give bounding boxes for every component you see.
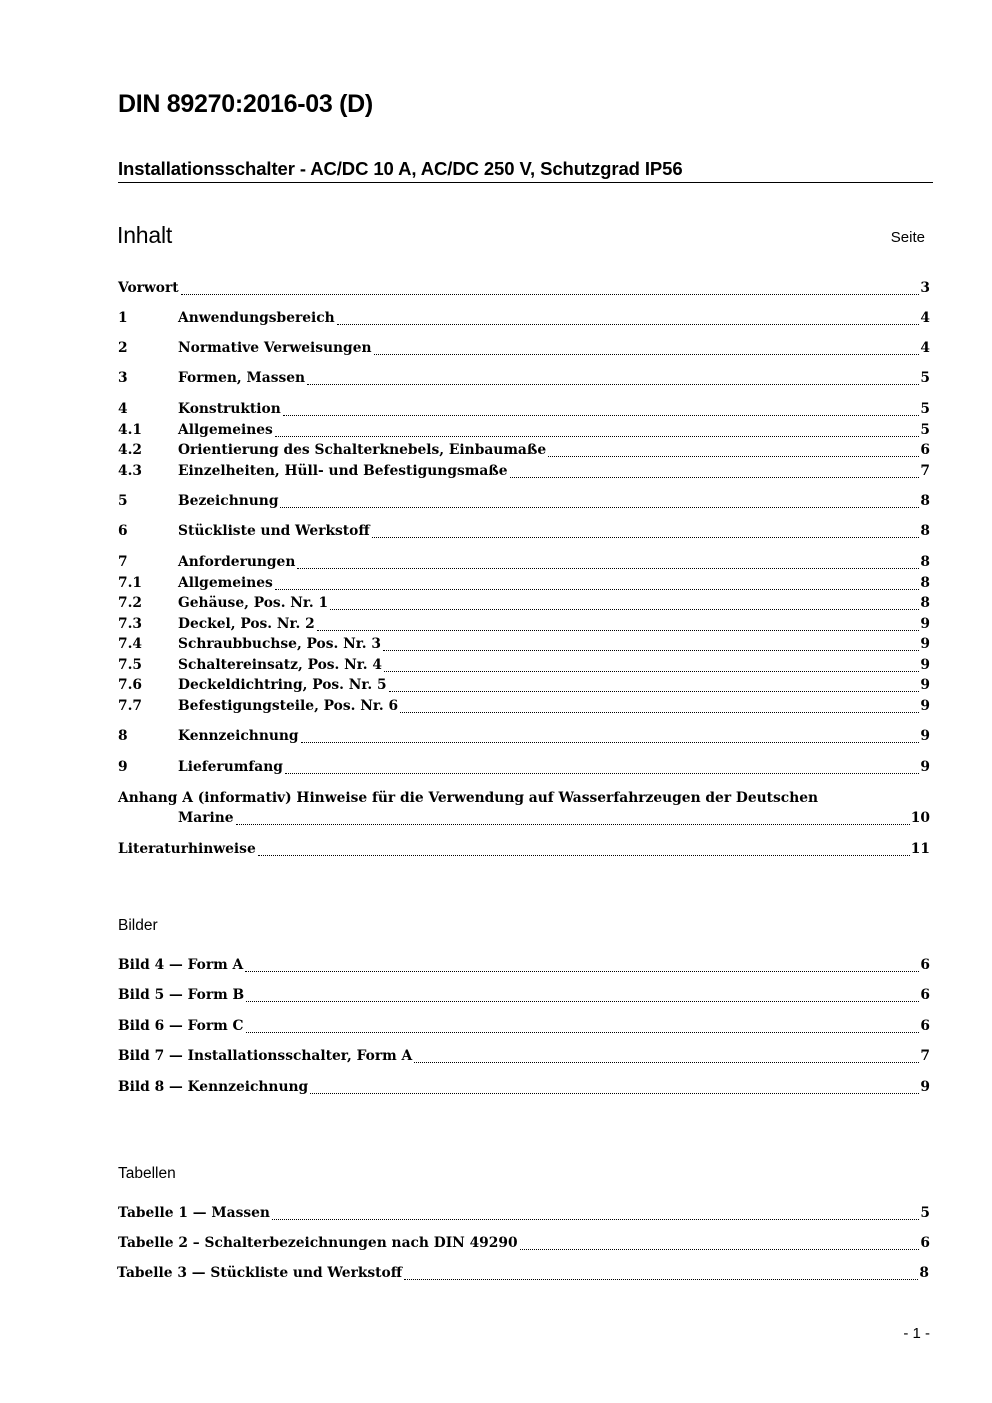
leader-dots	[275, 436, 920, 437]
toc-entry-number: 3	[118, 370, 128, 386]
table-entry[interactable]	[118, 1205, 930, 1225]
toc-entry-page: 9	[920, 677, 930, 693]
toc-entry-label: Gehäuse, Pos. Nr. 1	[178, 595, 329, 611]
leader-dots	[246, 1001, 919, 1002]
toc-entry-number: 4	[118, 401, 128, 417]
toc-entry-number: 4.1	[118, 422, 143, 438]
toc-entry-page: 5	[920, 370, 930, 386]
figure-entry[interactable]	[118, 1048, 930, 1068]
toc-entry-label: Deckel, Pos. Nr. 2	[178, 616, 315, 632]
figure-entry-page: 6	[920, 987, 930, 1003]
toc-entry-number: 1	[118, 310, 128, 326]
toc-entry[interactable]	[118, 677, 930, 697]
toc-entry-page: 8	[920, 575, 930, 591]
toc-entry-page: 6	[920, 442, 930, 458]
page-column-label: Seite	[890, 229, 925, 246]
toc-entry[interactable]	[118, 523, 930, 543]
toc-entry-bibliography[interactable]	[118, 841, 930, 861]
leader-dots	[246, 1032, 920, 1033]
toc-entry-label: Allgemeines	[178, 575, 273, 591]
leader-dots	[283, 415, 920, 416]
toc-entry-label: Orientierung des Schalterknebels, Einbaumaße	[178, 442, 547, 458]
toc-entry-number: 2	[118, 340, 128, 356]
toc-entry[interactable]	[118, 463, 930, 483]
toc-entry-label: Anforderungen	[178, 554, 296, 570]
leader-dots	[510, 477, 920, 478]
toc-entry-number: 6	[118, 523, 128, 539]
toc-entry-label: Kennzeichnung	[178, 728, 299, 744]
table-entry-label: Tabelle 3 — Stückliste und Werkstoff	[117, 1265, 403, 1281]
toc-entry-page: 10	[910, 810, 930, 826]
figure-entry-page: 6	[920, 957, 930, 973]
toc-entry-label: Allgemeines	[178, 422, 273, 438]
toc-entry-page: 8	[920, 523, 930, 539]
toc-entry-label: Literaturhinweise	[118, 841, 256, 857]
leader-dots	[280, 507, 919, 508]
leader-dots	[404, 1279, 918, 1280]
toc-entry-page: 9	[920, 657, 930, 673]
toc-entry[interactable]	[118, 698, 930, 718]
toc-entry-label: Formen, Massen	[178, 370, 306, 386]
toc-entry-page: 9	[920, 759, 930, 775]
toc-entry-page: 8	[920, 595, 930, 611]
figure-entry-label: Bild 4 — Form A	[118, 957, 244, 973]
leader-dots	[285, 773, 920, 774]
toc-entry-vorwort[interactable]	[118, 280, 930, 300]
leader-dots	[181, 294, 920, 295]
table-entry-label: Tabelle 1 — Massen	[118, 1205, 270, 1221]
toc-entry[interactable]	[118, 728, 930, 748]
toc-entry-label: Lieferumfang	[178, 759, 283, 775]
leader-dots	[520, 1249, 920, 1250]
toc-entry-label: Konstruktion	[178, 401, 281, 417]
toc-entry-number: 7.1	[118, 575, 143, 591]
toc-entry[interactable]	[118, 759, 930, 779]
figure-entry-label: Bild 6 — Form C	[118, 1018, 244, 1034]
document-subtitle: Installationsschalter - AC/DC 10 A, AC/DC 250 V, Schutzgrad IP56	[118, 158, 933, 183]
toc-entry[interactable]	[118, 616, 930, 636]
toc-entry[interactable]	[118, 422, 930, 442]
toc-entry-label: Befestigungsteile, Pos. Nr. 6	[178, 698, 399, 714]
leader-dots	[414, 1062, 919, 1063]
toc-entry-page: 8	[920, 493, 930, 509]
toc-annex-title[interactable]: Anhang A (informativ) Hinweise für die Verwendung auf Wasserfahrzeugen der Deutschen	[118, 790, 819, 806]
toc-entry[interactable]	[118, 595, 930, 615]
toc-entry-label: Stückliste und Werkstoff	[178, 523, 370, 539]
figure-entry-label: Bild 7 — Installationsschalter, Form A	[118, 1048, 413, 1064]
toc-entry-page: 4	[920, 340, 930, 356]
leader-dots	[272, 1219, 919, 1220]
toc-entry-number: 7.6	[118, 677, 143, 693]
toc-entry-label: Anwendungsbereich	[178, 310, 335, 326]
toc-entry-annex[interactable]	[118, 810, 930, 830]
leader-dots	[317, 630, 920, 631]
toc-entry-label: Einzelheiten, Hüll- und Befestigungsmaße	[178, 463, 508, 479]
toc-entry[interactable]	[118, 340, 930, 360]
leader-dots	[330, 609, 919, 610]
leader-dots	[258, 855, 910, 856]
toc-entry[interactable]	[118, 310, 930, 330]
toc-entry-label: Bezeichnung	[178, 493, 279, 509]
figure-entry-page: 9	[920, 1079, 930, 1095]
leader-dots	[301, 742, 920, 743]
table-entry-page: 5	[920, 1205, 930, 1221]
leader-dots	[384, 671, 919, 672]
toc-entry-number: 7.2	[118, 595, 143, 611]
toc-entry[interactable]	[118, 554, 930, 574]
toc-entry[interactable]	[118, 370, 930, 390]
page-number: - 1 -	[903, 1325, 930, 1342]
leader-dots	[275, 589, 920, 590]
leader-dots	[400, 712, 919, 713]
toc-entry[interactable]	[118, 657, 930, 677]
toc-entry-page: 9	[920, 616, 930, 632]
leader-dots	[337, 324, 920, 325]
toc-entry-label: Marine	[178, 810, 234, 826]
leader-dots	[374, 354, 920, 355]
toc-entry-number: 8	[118, 728, 128, 744]
figures-heading: Bilder	[118, 917, 158, 934]
toc-entry-page: 8	[920, 554, 930, 570]
table-entry[interactable]	[117, 1265, 929, 1285]
toc-entry-number: 7.5	[118, 657, 143, 673]
toc-entry-label: Schaltereinsatz, Pos. Nr. 4	[178, 657, 382, 673]
leader-dots	[245, 971, 919, 972]
toc-entry-number: 7.4	[118, 636, 143, 652]
tables-heading: Tabellen	[118, 1165, 176, 1182]
toc-entry-number: 7	[118, 554, 128, 570]
figure-entry-page: 7	[920, 1048, 930, 1064]
leader-dots	[297, 568, 919, 569]
toc-entry-number: 9	[118, 759, 128, 775]
leader-dots	[383, 650, 919, 651]
toc-entry-page: 5	[920, 422, 930, 438]
leader-dots	[389, 691, 920, 692]
table-entry[interactable]	[118, 1235, 930, 1255]
toc-entry[interactable]	[118, 636, 930, 656]
leader-dots	[548, 456, 919, 457]
toc-entry-label: Deckeldichtring, Pos. Nr. 5	[178, 677, 387, 693]
figure-entry[interactable]	[118, 1018, 930, 1038]
toc-entry[interactable]	[118, 575, 930, 595]
leader-dots	[310, 1093, 919, 1094]
toc-entry-label: Normative Verweisungen	[178, 340, 372, 356]
leader-dots	[236, 824, 910, 825]
toc-entry-number: 4.2	[118, 442, 143, 458]
toc-entry-label: Schraubbuchse, Pos. Nr. 3	[178, 636, 381, 652]
table-entry-label: Tabelle 2 – Schalterbezeichnungen nach DIN 49290	[118, 1235, 518, 1251]
toc-entry-page: 9	[920, 728, 930, 744]
toc-entry-page: 5	[920, 401, 930, 417]
toc-entry-label: Vorwort	[118, 280, 179, 296]
toc-entry-page: 3	[920, 280, 930, 296]
toc-entry-page: 11	[910, 841, 930, 857]
toc-entry[interactable]	[118, 401, 930, 421]
figure-entry[interactable]	[118, 987, 930, 1007]
toc-entry-number: 4.3	[118, 463, 143, 479]
toc-entry-page: 9	[920, 636, 930, 652]
toc-entry-number: 7.3	[118, 616, 143, 632]
toc-entry-page: 4	[920, 310, 930, 326]
toc-heading: Inhalt	[117, 222, 173, 248]
toc-entry-number: 7.7	[118, 698, 143, 714]
toc-entry[interactable]	[118, 493, 930, 513]
table-entry-page: 8	[919, 1265, 929, 1281]
leader-dots	[372, 537, 920, 538]
figure-entry-page: 6	[920, 1018, 930, 1034]
figure-entry[interactable]	[118, 1079, 930, 1099]
toc-entry-page: 7	[920, 463, 930, 479]
toc-entry-number: 5	[118, 493, 128, 509]
toc-entry-page: 9	[920, 698, 930, 714]
toc-entry[interactable]	[118, 442, 930, 462]
table-entry-page: 6	[920, 1235, 930, 1251]
document-title: DIN 89270:2016-03 (D)	[118, 90, 373, 118]
figure-entry-label: Bild 8 — Kennzeichnung	[118, 1079, 309, 1095]
leader-dots	[307, 384, 919, 385]
figure-entry[interactable]	[118, 957, 930, 977]
figure-entry-label: Bild 5 — Form B	[118, 987, 245, 1003]
